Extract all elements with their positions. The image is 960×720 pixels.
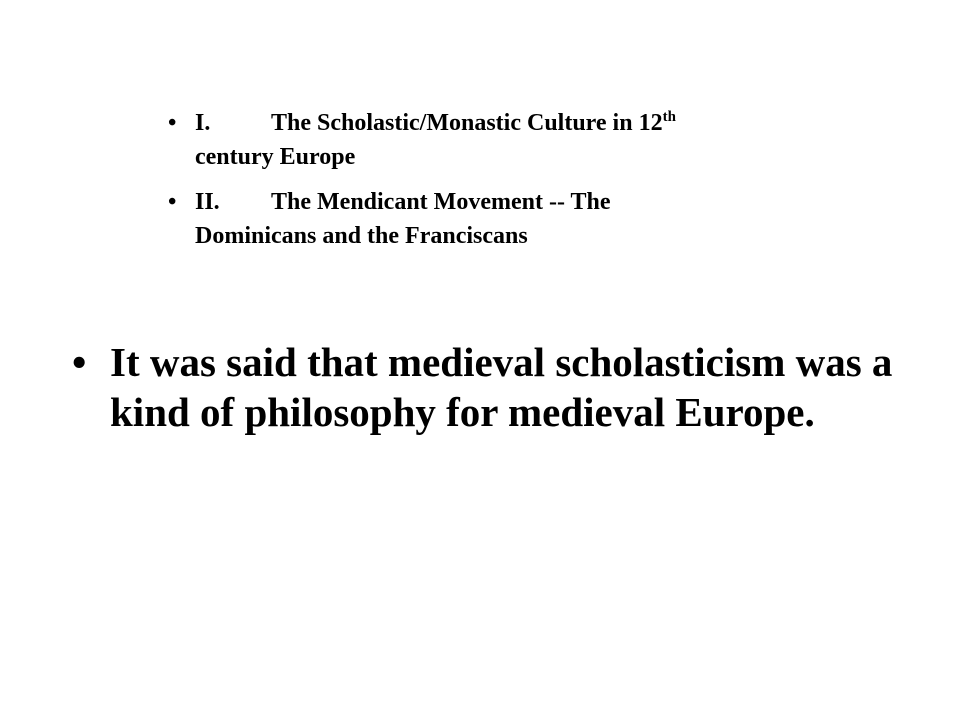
- outline-superscript: th: [662, 109, 676, 125]
- outline-text: The Mendicant Movement -- The: [271, 189, 611, 215]
- bullet-icon: •: [168, 189, 177, 215]
- outline-number: II.: [195, 189, 220, 215]
- outline-text: The Scholastic/Monastic Culture in 12: [271, 110, 663, 136]
- main-point: [72, 337, 910, 437]
- main-point-text: It was said that medieval scholasticism was a kind of philosophy for medieval Europe.: [110, 339, 893, 435]
- bullet-icon: •: [168, 110, 177, 136]
- outline-item-1: [165, 106, 865, 174]
- outline-item-2: [165, 185, 865, 253]
- outline-list: [165, 106, 865, 264]
- outline-continuation: century Europe: [195, 144, 356, 170]
- outline-continuation: Dominicans and the Franciscans: [195, 223, 528, 249]
- bullet-icon: •: [72, 339, 87, 385]
- outline-number: I.: [195, 110, 211, 136]
